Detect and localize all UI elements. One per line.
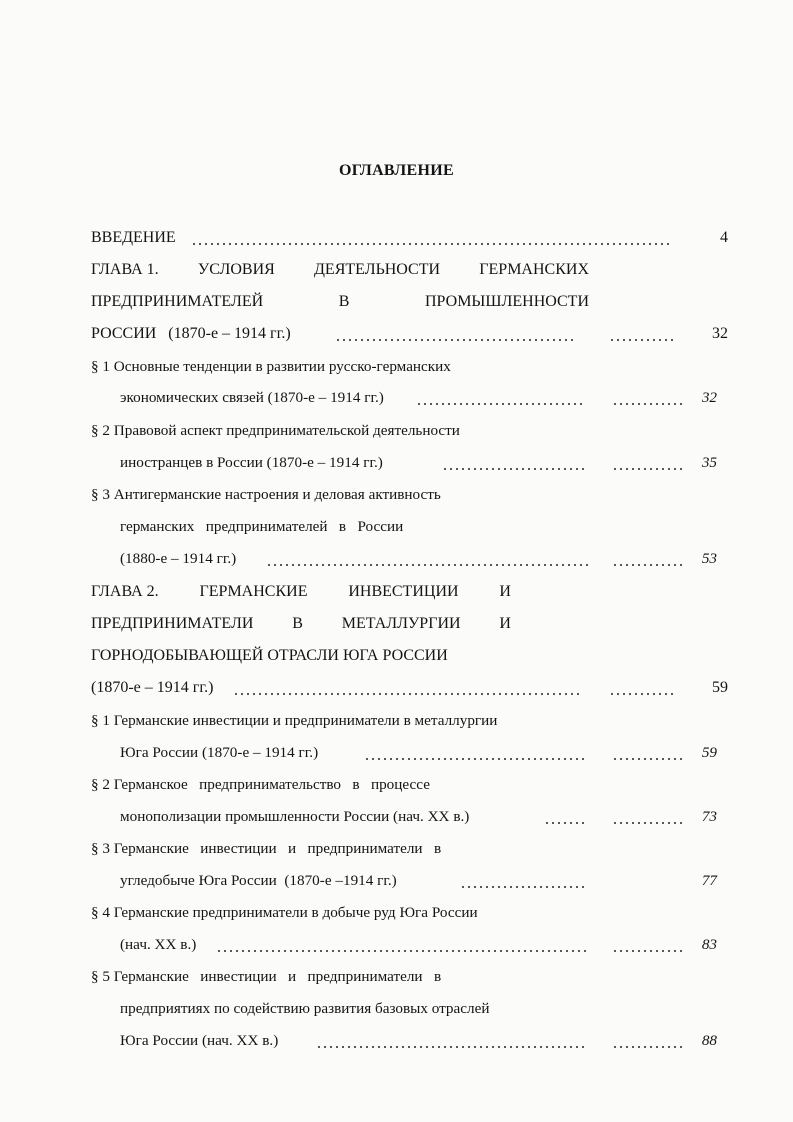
toc-label: германских предпринимателей в России: [120, 518, 404, 535]
toc-label: Юга России (1870-е – 1914 гг.): [120, 744, 319, 761]
toc-entry-section-1-1: [91, 355, 731, 379]
heading-word: ПРОМЫШЛЕННОСТИ: [424, 293, 589, 310]
leader-dots: [612, 468, 684, 470]
toc-label: угледобыче Юга России (1870-е –1914 гг.): [120, 872, 397, 889]
toc-label: Юга России (нач. XX в.): [120, 1032, 279, 1049]
page-number: 88: [701, 1032, 717, 1049]
heading-word: ИНВЕСТИЦИИ: [348, 583, 459, 600]
toc-entry-intro: [91, 226, 731, 250]
page-number: 59: [712, 679, 728, 696]
leader-dots: [612, 758, 684, 760]
heading-word: ДЕЯТЕЛЬНОСТИ: [314, 261, 441, 278]
heading-line: ГОРНОДОБЫВАЮЩЕЙ ОТРАСЛИ ЮГА РОССИИ: [91, 647, 448, 664]
toc-entry-chapter-1: [91, 322, 731, 346]
toc-entry-section-2-3-cont: [120, 869, 731, 893]
toc-entry-section-2-5-end: [120, 1029, 731, 1053]
leader-dots: [266, 564, 588, 566]
toc-label: § 3 Германские инвестиции и предприниматели в: [91, 840, 442, 857]
leader-dots: [612, 822, 684, 824]
page-number: 59: [701, 744, 717, 761]
toc-entry-section-2-3: [91, 837, 731, 861]
toc-label: предприятиях по содействию развития базовых отраслей: [120, 1000, 490, 1017]
toc-label: § 5 Германские инвестиции и предприниматели в: [91, 968, 442, 985]
leader-dots: [612, 950, 684, 952]
toc-label: § 4 Германские предприниматели в добыче руд Юга России: [91, 904, 478, 921]
toc-entry-section-1-3-end: [120, 547, 731, 571]
leader-dots: [544, 822, 588, 824]
heading-word: И: [499, 583, 511, 600]
toc-entry-section-2-4: [91, 901, 731, 925]
toc-entry-section-2-5-cont: [120, 997, 731, 1021]
chapter-1-heading-line2: [91, 290, 589, 314]
leader-dots: [364, 758, 588, 760]
leader-dots: [316, 1046, 588, 1048]
heading-word: ГЕРМАНСКИХ: [479, 261, 589, 278]
toc-entry-section-1-2-cont: [120, 451, 731, 475]
toc-label: § 2 Германское предпринимательство в процессе: [91, 776, 430, 793]
chapter-2-heading-line1: [91, 580, 511, 604]
heading-word: ПРЕДПРИНИМАТЕЛИ: [91, 615, 254, 632]
page-number: 53: [701, 550, 717, 567]
leader-dots: [442, 468, 588, 470]
toc-entry-section-2-5: [91, 965, 731, 989]
leader-dots: [609, 693, 675, 695]
toc-entry-section-2-1-cont: [120, 741, 731, 765]
leader-dots: [460, 886, 588, 888]
chapter-2-heading-line2: [91, 612, 511, 636]
toc-entry-chapter-2: [91, 676, 731, 700]
toc-label: § 1 Основные тенденции в развитии русско-германских: [91, 358, 451, 375]
leader-dots: [612, 403, 684, 405]
heading-word: И: [499, 615, 511, 632]
toc-label: ВВЕДЕНИЕ: [91, 229, 176, 246]
leader-dots: [191, 243, 669, 245]
toc-entry-section-2-2-cont: [120, 805, 731, 829]
page-title: ОГЛАВЛЕНИЕ: [339, 162, 454, 179]
leader-dots: [612, 564, 684, 566]
toc-entry-section-1-1-cont: [120, 386, 731, 410]
toc-label: § 2 Правовой аспект предпринимательской деятельности: [91, 422, 460, 439]
chapter-number: ГЛАВА 2.: [91, 583, 159, 600]
leader-dots: [335, 339, 575, 341]
heading-word: В: [292, 615, 303, 632]
toc-label: § 3 Антигерманские настроения и деловая активность: [91, 486, 441, 503]
toc-label: (1870-е – 1914 гг.): [91, 679, 214, 696]
toc-entry-section-1-3: [91, 483, 731, 507]
leader-dots: [233, 693, 581, 695]
heading-word: УСЛОВИЯ: [197, 261, 275, 278]
toc-entry-section-2-4-cont: [120, 933, 731, 957]
toc-label: РОССИИ (1870-е – 1914 гг.): [91, 325, 291, 342]
chapter-1-heading-line1: [91, 258, 589, 282]
toc-entry-section-2-2: [91, 773, 731, 797]
page-number: 32: [701, 389, 717, 406]
page-number: 77: [701, 872, 717, 889]
heading-word: ГЕРМАНСКИЕ: [199, 583, 308, 600]
heading-word: ПРЕДПРИНИМАТЕЛЕЙ: [91, 293, 264, 310]
leader-dots: [612, 1046, 684, 1048]
toc-entry-section-2-1: [91, 709, 731, 733]
leader-dots: [609, 339, 675, 341]
chapter-2-heading-line3: [91, 644, 731, 668]
page-number: 35: [701, 454, 717, 471]
toc-label: (нач. XX в.): [120, 936, 197, 953]
toc-label: экономических связей (1870-е – 1914 гг.): [120, 389, 384, 406]
page-number: 73: [701, 808, 717, 825]
toc-label: § 1 Германские инвестиции и предприниматели в металлургии: [91, 712, 498, 729]
toc-entry-section-1-2: [91, 419, 731, 443]
page-number: 4: [720, 229, 728, 246]
toc-entry-section-1-3-cont: [120, 515, 731, 539]
toc-label: монополизации промышленности России (нач. XX в.): [120, 808, 470, 825]
page-number: 32: [712, 325, 728, 342]
leader-dots: [416, 403, 586, 405]
chapter-number: ГЛАВА 1.: [91, 261, 159, 278]
toc-label: иностранцев в России (1870-е – 1914 гг.): [120, 454, 383, 471]
page-number: 83: [701, 936, 717, 953]
heading-word: В: [338, 293, 350, 310]
heading-word: МЕТАЛЛУРГИИ: [341, 615, 461, 632]
leader-dots: [216, 950, 588, 952]
toc-label: (1880-е – 1914 гг.): [120, 550, 237, 567]
